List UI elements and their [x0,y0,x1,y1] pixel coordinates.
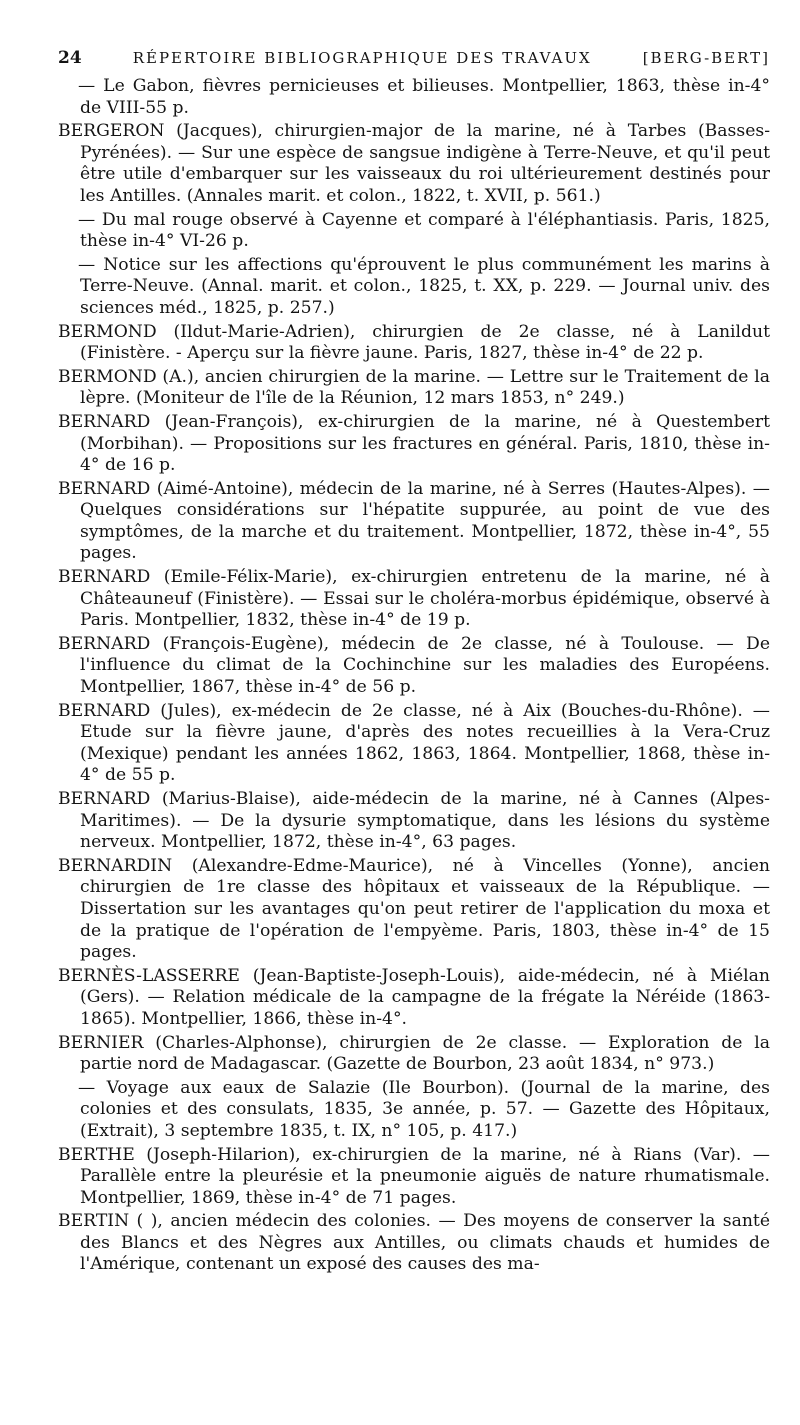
bibliography-entry [58,76,770,119]
bibliography-entry [58,367,770,410]
page-number: 24 [58,48,82,68]
bibliography-entry [58,966,770,1031]
author-name: BERNIER [58,1032,144,1053]
bibliography-entry [58,479,770,565]
author-name: BERMOND [58,366,157,387]
bibliography-entry [58,121,770,207]
bibliography-entry [58,412,770,477]
author-name: BERNARD [58,567,151,588]
author-name: BERNARD [58,700,151,721]
entry-text: (Marius-Blaise), aide-médecin de la marine, né à Cannes (Alpes-Maritimes). — De la dysurie symptomatique, dans les lésions du système nerveux. Montpellier, 1872, thèse in-4°, 63 pages. [80,789,770,853]
entry-text: — Notice sur les affections qu'éprouvent le plus communément les marins à Terre-Neuve. (Annal. marit. et colon., 1825, t. XX, p. 229. — Journal univ. des sciences méd., 1825, p. 257.) [78,254,770,318]
bibliography-entry [58,567,770,632]
author-name: BERNARD [58,411,151,432]
bibliography-entry [58,322,770,365]
author-name: BERMOND [58,321,157,342]
bibliography-entry [58,210,770,253]
bibliography-entry [58,701,770,787]
bibliography-entry [58,856,770,964]
bibliography-entry [58,1211,770,1276]
entry-text: — Le Gabon, fièvres pernicieuses et bilieuses. Montpellier, 1863, thèse in-4° de VIII-55 p. [78,76,770,118]
entry-text: (A.), ancien chirurgien de la marine. — Lettre sur le Traitement de la lèpre. (Moniteur de l'île de la Réunion, 12 mars 1853, n° 249.) [80,366,770,409]
bibliography-entries [58,76,770,1276]
entry-text: (Aimé-Antoine), médecin de la marine, né à Serres (Hautes-Alpes). — Quelques considérations sur l'hépatite suppurée, au point de vue des symptômes, de la marche et du traitement. Montpellier, 1872, thèse in-4°, 55 pages. [80,478,770,564]
author-name: BERNARD [58,633,151,654]
author-name: BERNARD [58,789,151,809]
entry-text: (Jean-François), ex-chirurgien de la marine, né à Questembert (Morbihan). — Propositions sur les fractures en général. Paris, 1810, thèse in-4° de 16 p. [80,411,770,476]
bibliography-entry [58,1033,770,1076]
bibliography-entry [58,1145,770,1210]
author-name: BERNÈS-LASSERRE [58,965,240,986]
entry-text: (Ildut-Marie-Adrien), chirurgien de 2e classe, né à Lanildut (Finistère. - Aperçu sur la fièvre jaune. Paris, 1827, thèse in-4° de 22 p. [80,321,770,364]
entry-text: (Alexandre-Edme-Maurice), né à Vincelles (Yonne), ancien chirurgien de 1re classe des hôpitaux et vaisseaux de la République. — Dissertation sur les avantages qu'on peut retirer de l'application du moxa et de la pratique de l'opération de l'empyème. Paris, 1803, thèse in-4° de 15 pages. [80,855,770,963]
entry-text: (Charles-Alphonse), chirurgien de 2e classe. — Exploration de la partie nord de Madagascar. (Gazette de Bourbon, 23 août 1834, n° 973.) [80,1032,770,1075]
running-title: RÉPERTOIRE BIBLIOGRAPHIQUE DES TRAVAUX [132,49,592,67]
entry-text: (Jacques), chirurgien-major de la marine, né à Tarbes (Basses-Pyrénées). — Sur une espèce de sangsue indigène à Terre-Neuve, et qu'il peut être utile d'embarquer sur les vaisseaux du roi ultérieurement destinés pour les Antilles. (Annales marit. et colon., 1822, t. XVII, p. 561.) [80,121,770,206]
entry-text: (Emile-Félix-Marie), ex-chirurgien entretenu de la marine, né à Châteauneuf (Finistère). — Essai sur le choléra-morbus épidémique, observé à Paris. Montpellier, 1832, thèse in-4° de 19 p. [80,567,770,631]
author-name: BERTHE [58,1144,135,1165]
alphabetical-range: [BERG-BERT] [642,49,770,67]
author-name: BERNARD [58,478,151,499]
author-name: BERGERON [58,121,165,142]
bibliography-entry [58,634,770,699]
entry-text: (Joseph-Hilarion), ex-chirurgien de la marine, né à Rians (Var). — Parallèle entre la pleurésie et la pneumonie aiguës de nature rhumatismale. Montpellier, 1869, thèse in-4° de 71 pages. [80,1144,770,1208]
entry-text: (Jean-Baptiste-Joseph-Louis), aide-médecin, né à Miélan (Gers). — Relation médicale de la campagne de la frégate la Néréide (1863-1865). Montpellier, 1866, thèse in-4°. [80,965,770,1029]
entry-text: (François-Eugène), médecin de 2e classe, né à Toulouse. — De l'influence du climat de la Cochinchine sur les maladies des Européens. Montpellier, 1867, thèse in-4° de 56 p. [80,633,770,698]
entry-text: — Voyage aux eaux de Salazie (Ile Bourbon). (Journal de la marine, des colonies et des consulats, 1835, 3e année, p. 57. — Gazette des Hôpitaux, (Extrait), 3 septembre 1835, t. IX, n° 105, p. 417.) [78,1077,770,1141]
entry-text: ( ), ancien médecin des colonies. — Des moyens de conserver la santé des Blancs et des Nègres aux Antilles, ou climats chauds et humides de l'Amérique, contenant un exposé des causes des ma- [80,1211,770,1275]
page [58,48,770,1278]
author-name: BERTIN [58,1211,130,1232]
bibliography-entry [58,255,770,320]
entry-text: — Du mal rouge observé à Cayenne et comparé à l'éléphantiasis. Paris, 1825, thèse in-4° VI-26 p. [78,209,770,252]
entry-text: (Jules), ex-médecin de 2e classe, né à Aix (Bouches-du-Rhône). — Etude sur la fièvre jaune, d'après des notes recueillies à la Vera-Cruz (Mexique) pendant les années 1862, 1863, 1864. Montpellier, 1868, thèse in-4° de 55 p. [80,700,770,786]
author-name: BERNARDIN [58,855,173,876]
page-header [58,48,770,68]
bibliography-entry [58,1078,770,1143]
bibliography-entry [58,789,770,854]
